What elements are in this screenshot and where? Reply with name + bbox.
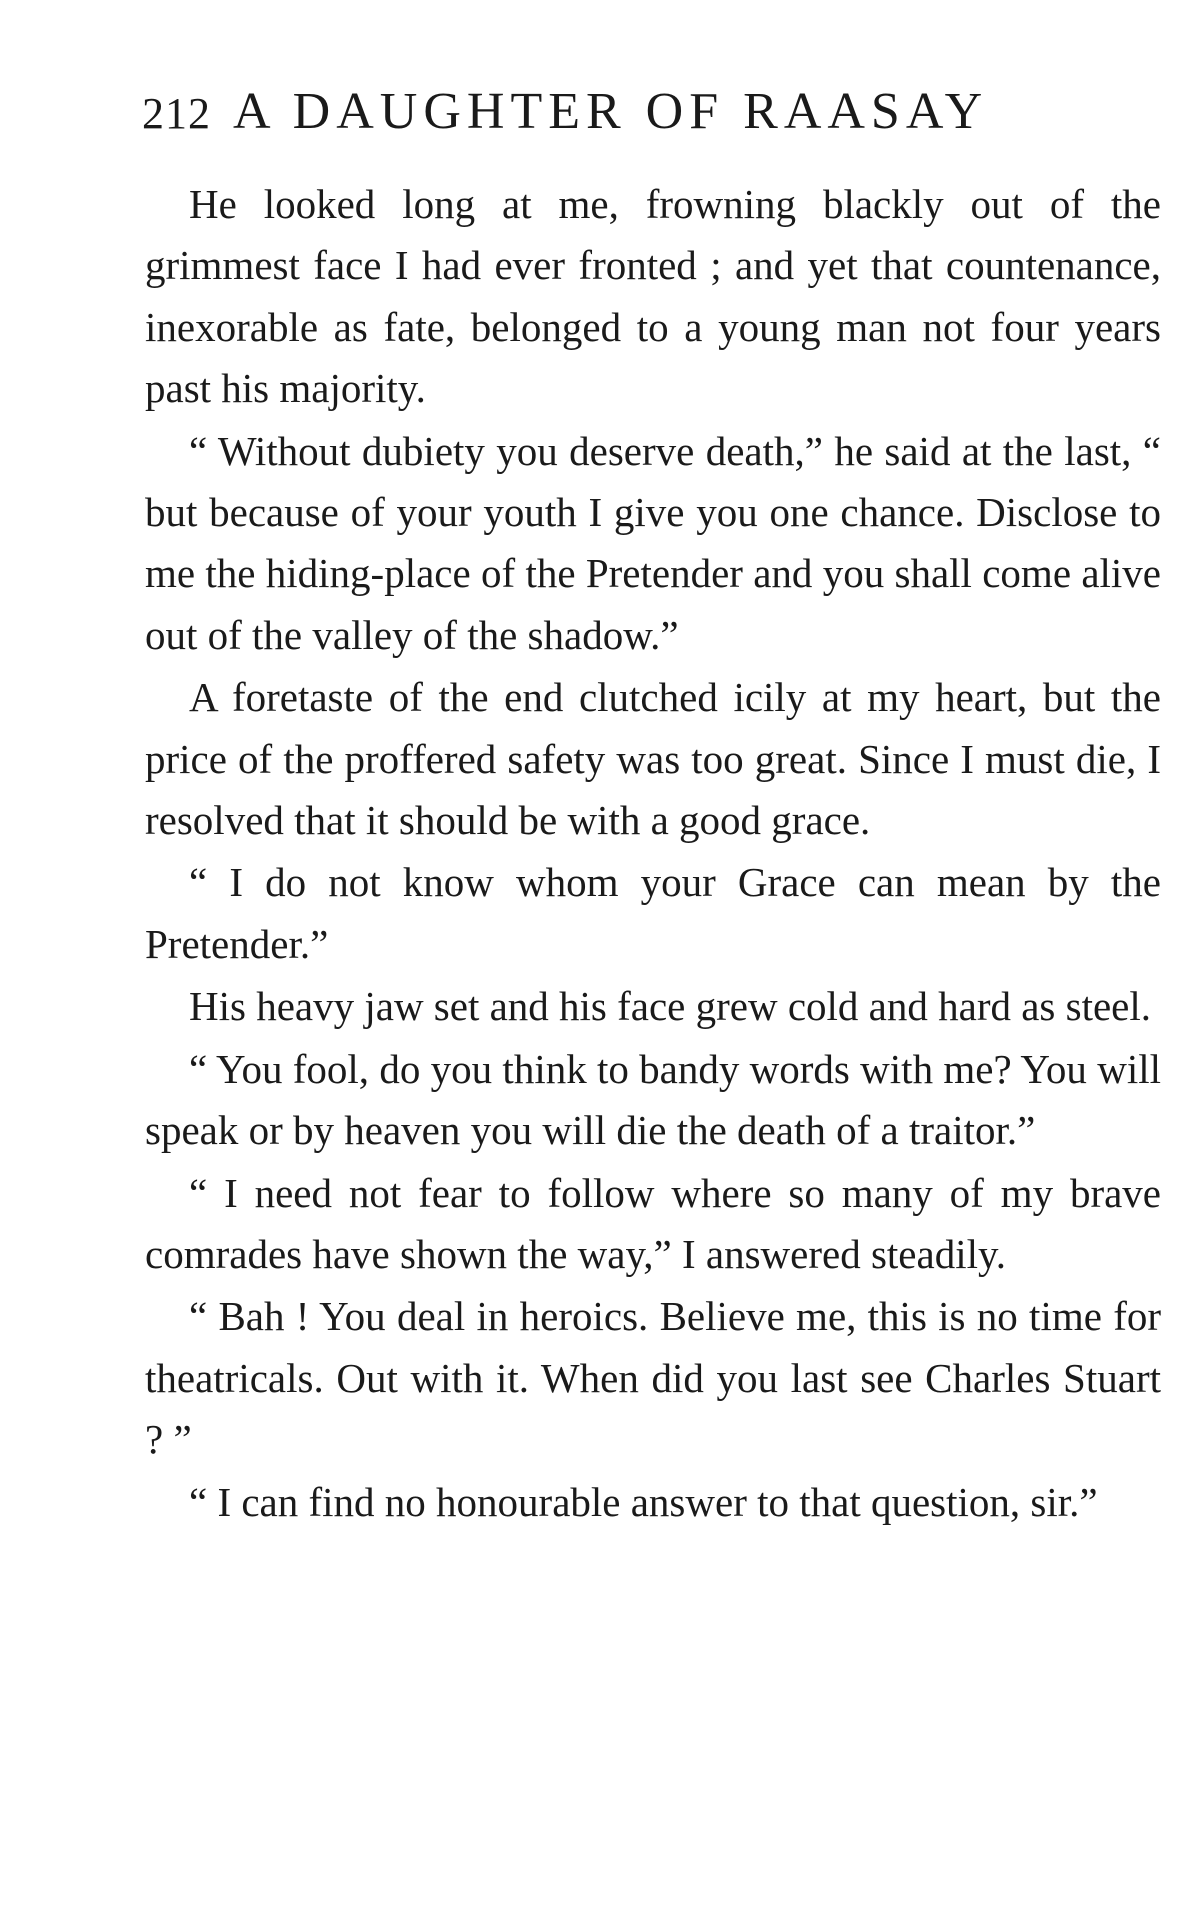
running-head (142, 82, 1142, 142)
paragraph-9: “ I can find no honourable answer to that question, sir.” (189, 1478, 1098, 1525)
paragraph-5: His heavy jaw set and his face grew cold and hard as steel. (189, 983, 1152, 1030)
paragraph-4: “ I do not know whom your Grace can mean by the Pretender.” (145, 859, 1161, 967)
running-title: A DAUGHTER OF RAASAY (233, 83, 989, 140)
paragraph-7: “ I need not fear to follow where so many of my brave comrades have shown the way,” I answered steadily. (145, 1169, 1161, 1277)
body-text (145, 174, 1161, 1534)
paragraph-3: A foretaste of the end clutched icily at my heart, but the price of the proffered safety was too great. Since I must die, I resolved that it should be with a good grace. (145, 674, 1161, 844)
paragraph-6: “ You fool, do you think to bandy words with me? You will speak or by heaven you will die the death of a traitor.” (145, 1045, 1161, 1154)
paragraph-8: “ Bah ! You deal in heroics. Believe me, this is no time for theatricals. Out with it. When did you last see Charles Stuart ? ” (145, 1293, 1161, 1463)
paragraph-2: “ Without dubiety you deserve death,” he said at the last, “ but because of your youth I give you one chance. Disclose to me the hiding-place of the Pretender and you shall come alive out of the valley of the shadow.” (145, 427, 1161, 658)
paragraph-1: He looked long at me, frowning blackly out of the grimmest face I had ever fronted ; and yet that countenance, inexorable as fate, belonged to a young man not four years past his majority. (145, 181, 1161, 412)
page-number: 212 (142, 89, 211, 138)
